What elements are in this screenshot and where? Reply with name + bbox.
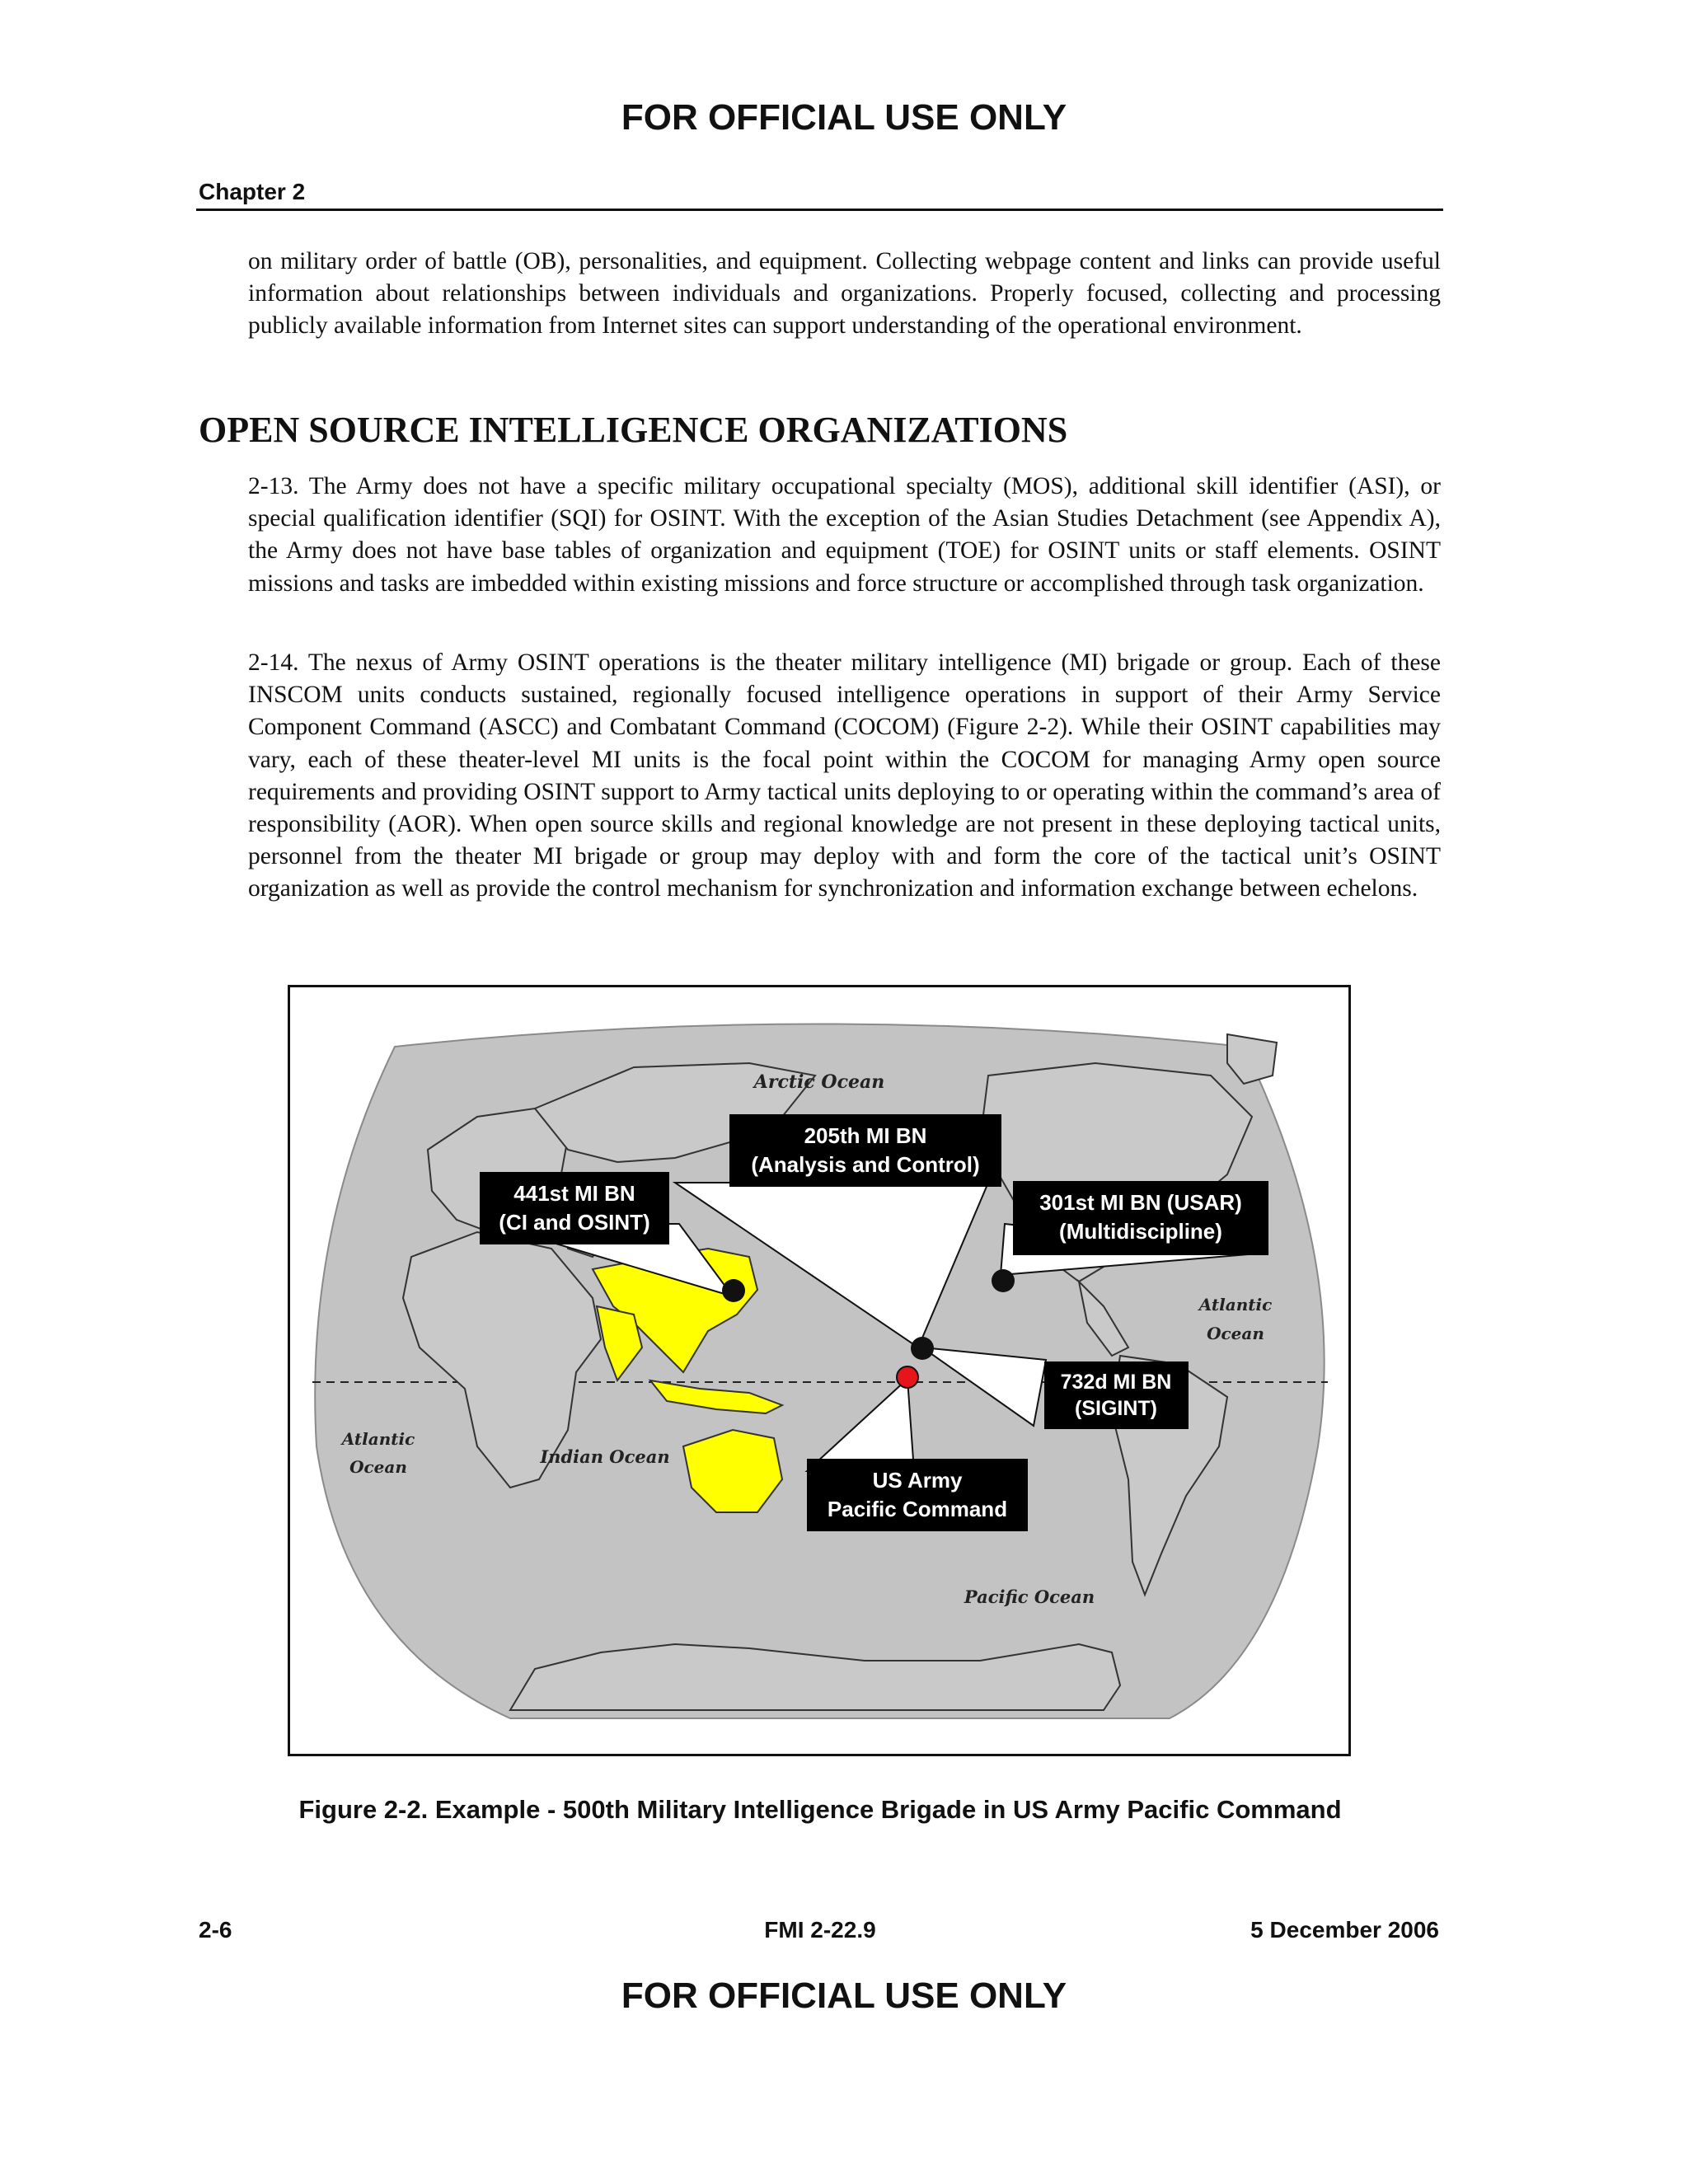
label-atlantic-west: Atlantic xyxy=(341,1429,415,1449)
unit-box-301st xyxy=(1013,1181,1268,1255)
label-atlantic-east-2: Ocean xyxy=(1207,1324,1264,1343)
unit-box-732d xyxy=(1044,1361,1189,1429)
chapter-label: Chapter 2 xyxy=(199,179,306,204)
unit-301st-name: 301st MI BN (USAR) xyxy=(1039,1190,1242,1215)
label-atlantic-west-2: Ocean xyxy=(349,1457,407,1477)
label-atlantic-east: Atlantic xyxy=(1198,1295,1273,1315)
section-heading: OPEN SOURCE INTELLIGENCE ORGANIZATIONS xyxy=(199,410,1068,450)
label-pacific-ocean: Pacific Ocean xyxy=(964,1586,1095,1607)
paragraph-2-13: 2-13. The Army does not have a specific military occupational specialty (MOS), additional skill identifier (ASI), or special qualification identifier (SQI) for OSINT. With the exception of the Asian Studies Detachment (see Appendix A), the Army does not have base tables of organization and equipment (TOE) for OSINT units or staff elements. OSINT missions and tasks are imbedded within existing missions and force structure or accomplished through task organization. xyxy=(248,473,1441,597)
header-rule xyxy=(196,209,1443,211)
unit-usarpac-name: US Army xyxy=(872,1468,963,1493)
unit-205th-name: 205th MI BN xyxy=(804,1123,927,1148)
unit-205th-role: (Analysis and Control) xyxy=(751,1152,980,1177)
unit-box-usarpac xyxy=(807,1459,1028,1531)
unit-box-441st xyxy=(480,1172,669,1244)
footer-date: 5 December 2006 xyxy=(1250,1917,1439,1943)
label-arctic-ocean: Arctic Ocean xyxy=(753,1071,885,1093)
continuation-paragraph: on military order of battle (OB), personalities, and equipment. Collecting webpage content and links can provide useful information about relationships between individuals and organizations. Properly focused, collecting and processing publicly available information from Internet sites can support understanding of the operational environment. xyxy=(248,248,1441,340)
label-indian-ocean: Indian Ocean xyxy=(540,1446,670,1467)
classification-banner-bottom: FOR OFFICIAL USE ONLY xyxy=(621,1975,1067,2016)
unit-441st-role: (CI and OSINT) xyxy=(499,1210,650,1235)
figure-world-map xyxy=(288,985,1351,1756)
footer-document-id: FMI 2-22.9 xyxy=(764,1917,876,1943)
unit-box-205th xyxy=(729,1114,1001,1187)
paragraph-2-14: 2-14. The nexus of Army OSINT operations is the theater military intelligence (MI) brigade or group. Each of these INSCOM units conducts sustained, regionally focused intelligence operations in support of their Army Service Component Command (ASCC) and Combatant Command (COCOM) (Figure 2-2). While their OSINT capabilities may vary, each of these theater-level MI units is the focal point within the COCOM for managing Army open source requirements and providing OSINT support to Army tactical units deploying to or operating within the command’s area of responsibility (AOR). When open source skills and regional knowledge are not present in these deploying tactical units, personnel from the theater MI brigade or group may deploy with and form the core of the tactical unit’s OSINT organization as well as provide the control mechanism for synchronization and information exchange between echelons. xyxy=(248,649,1441,902)
marker-301st xyxy=(992,1269,1015,1292)
marker-usarpac xyxy=(897,1366,918,1388)
classification-banner-top: FOR OFFICIAL USE ONLY xyxy=(621,97,1067,138)
footer-page-number: 2-6 xyxy=(199,1917,232,1943)
unit-441st-name: 441st MI BN xyxy=(513,1181,635,1206)
unit-732d-name: 732d MI BN xyxy=(1060,1371,1172,1394)
unit-301st-role: (Multidiscipline) xyxy=(1059,1219,1222,1244)
marker-441st xyxy=(722,1279,745,1302)
unit-732d-role: (SIGINT) xyxy=(1075,1397,1157,1420)
unit-usarpac-role: Pacific Command xyxy=(827,1497,1008,1521)
marker-205th-732d xyxy=(911,1337,934,1360)
figure-caption: Figure 2-2. Example - 500th Military Intelligence Brigade in US Army Pacific Command xyxy=(298,1795,1342,1824)
